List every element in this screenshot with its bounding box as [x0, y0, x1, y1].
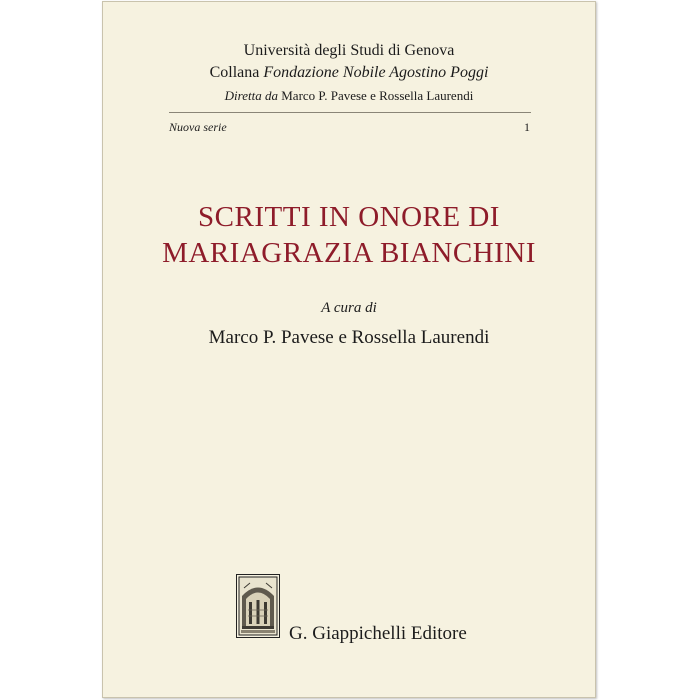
collana-prefix: Collana [209, 64, 260, 81]
directors-names: Marco P. Pavese e Rossella Laurendi [281, 88, 474, 103]
collana-name: Fondazione Nobile Agostino Poggi [263, 64, 489, 81]
series-number: 1 [524, 120, 530, 134]
directed-by-line [103, 88, 595, 104]
book-title-line-1: SCRITTI IN ONORE DI [198, 201, 500, 233]
publisher-logo-engraving-icon [236, 574, 280, 638]
directed-prefix: Diretta da [224, 88, 278, 103]
university-name: Università degli Studi di Genova [243, 42, 455, 59]
book-cover [102, 1, 596, 698]
book-title-line-2: MARIAGRAZIA BIANCHINI [162, 237, 536, 269]
header-divider [169, 112, 531, 113]
publisher-name: G. Giappichelli Editore [289, 623, 467, 644]
collana-line [103, 64, 595, 82]
series-name: Nuova serie [169, 120, 227, 134]
curators-names: Marco P. Pavese e Rossella Laurendi [208, 327, 490, 348]
curators-label: A cura di [321, 300, 377, 316]
